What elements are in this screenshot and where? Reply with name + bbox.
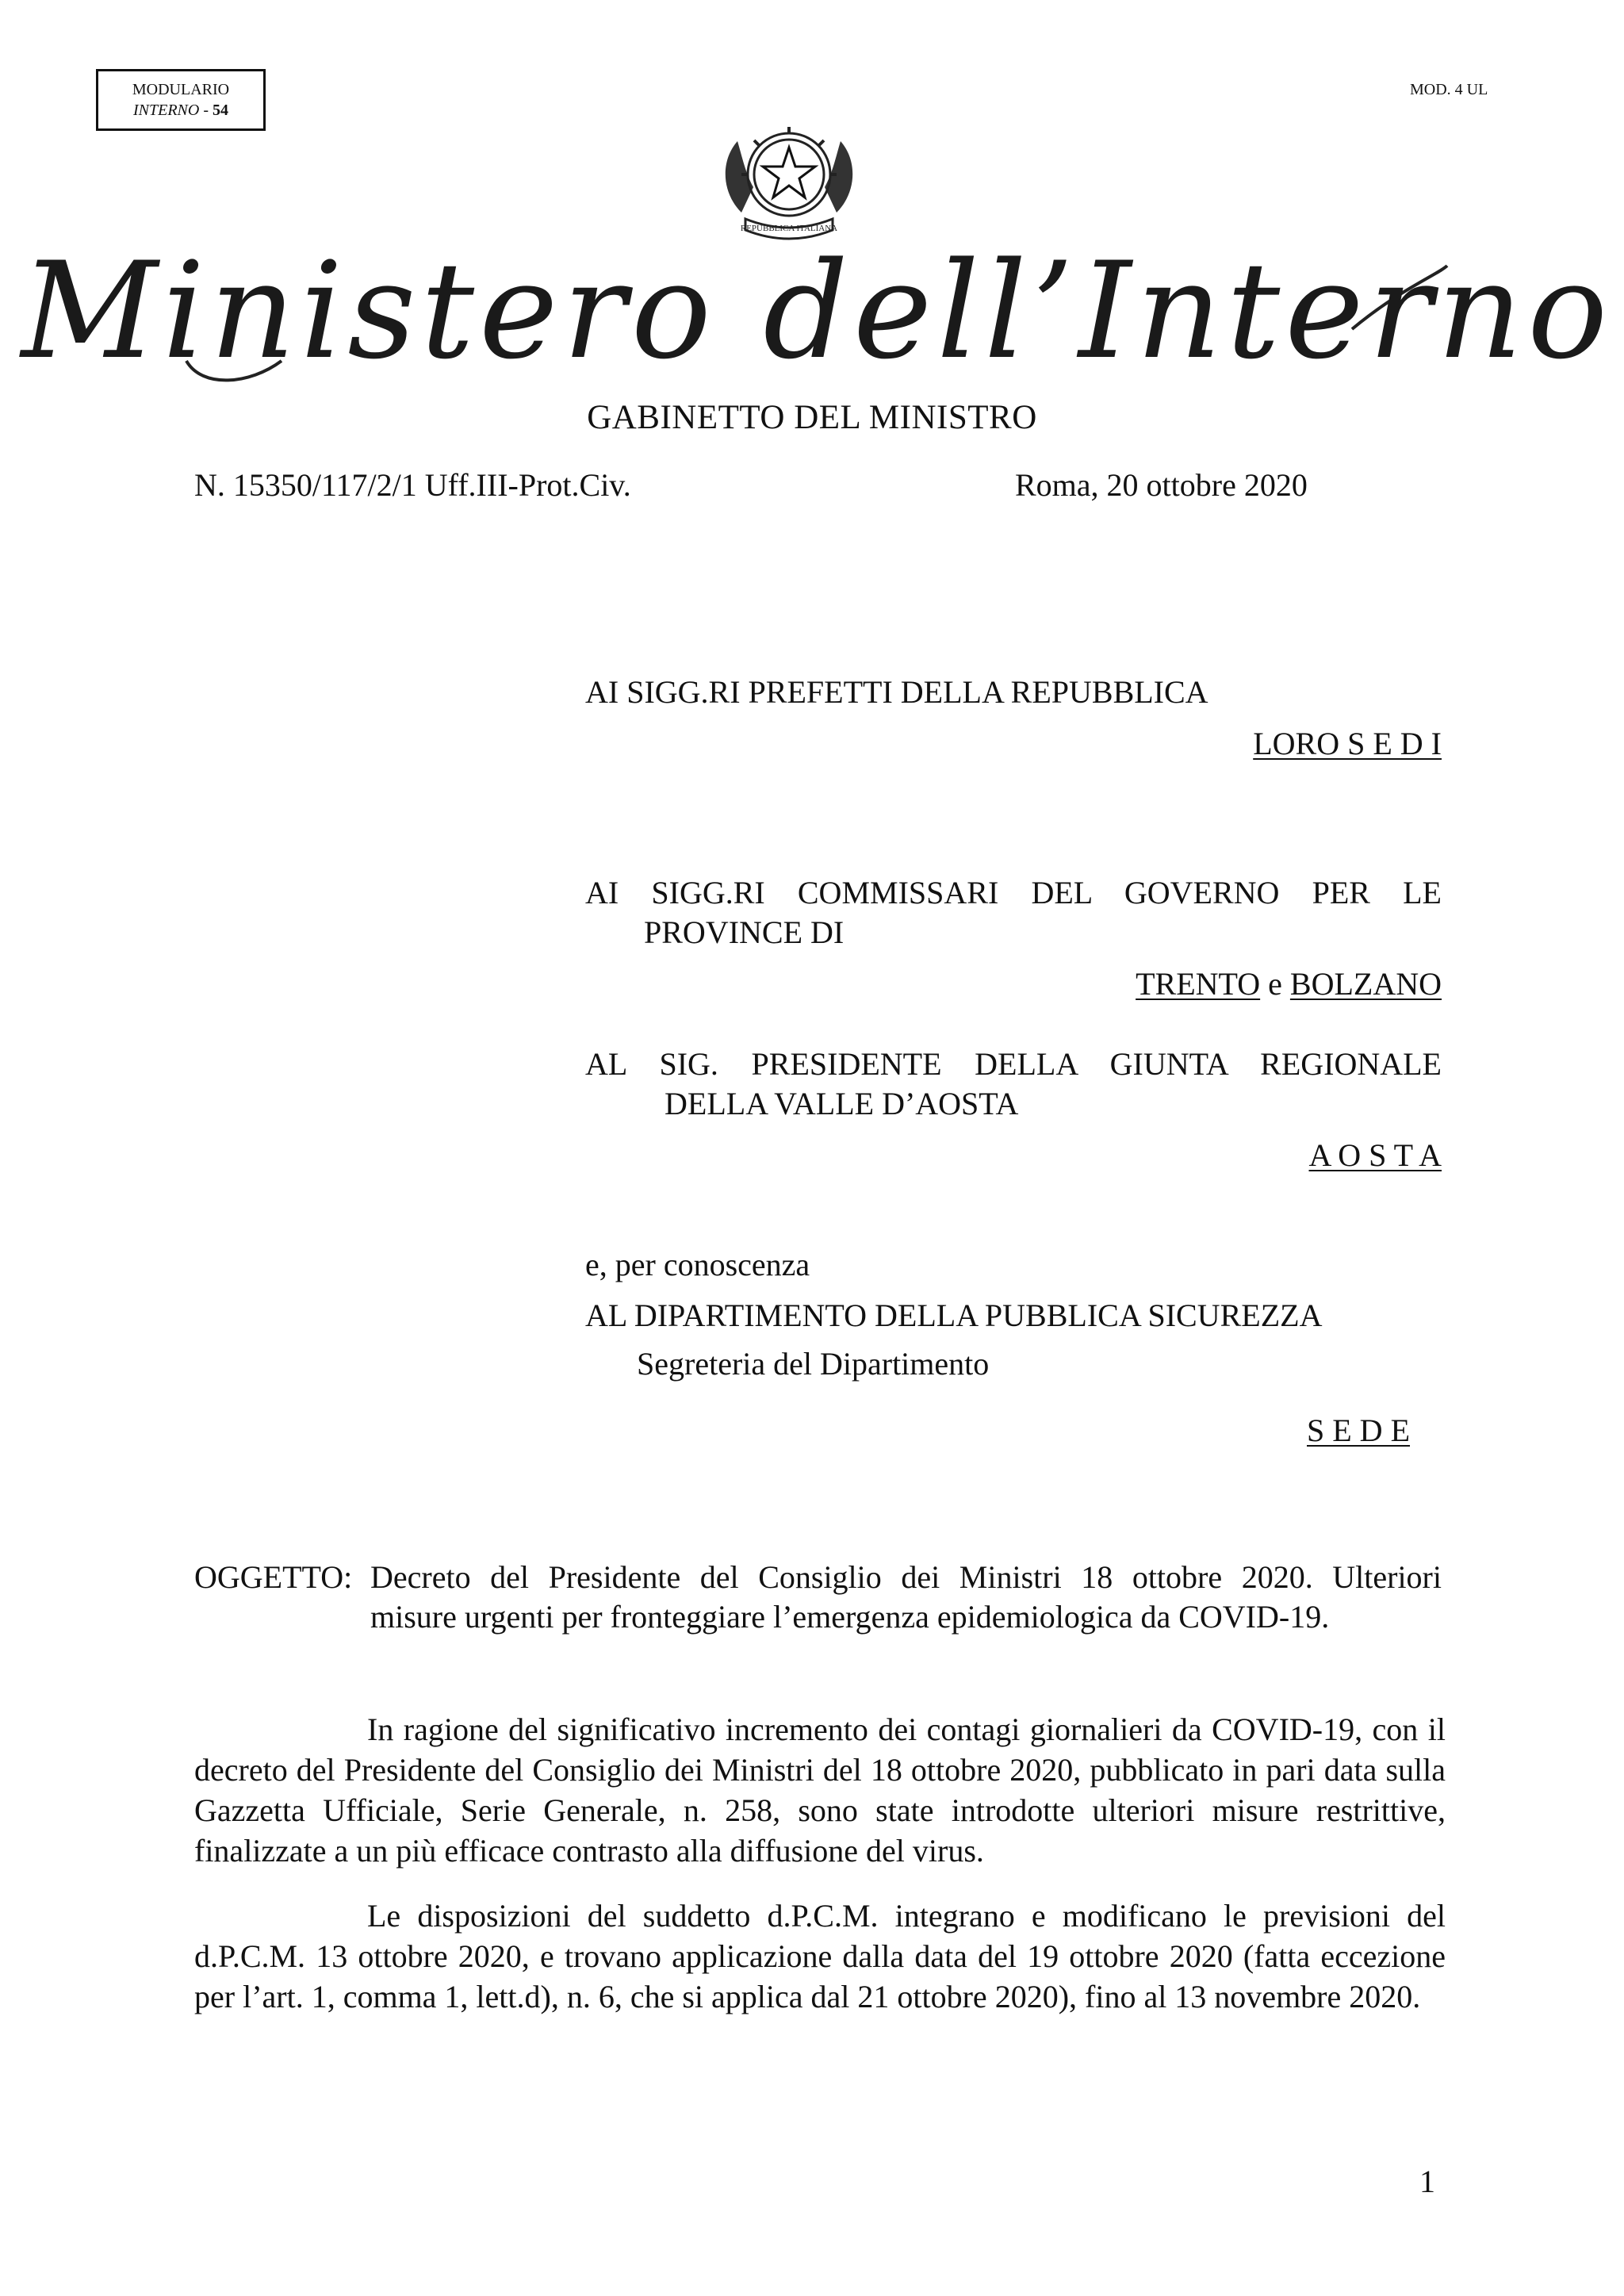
dest-bolzano: BOLZANO xyxy=(1289,966,1442,1002)
dest-sep: e xyxy=(1260,966,1290,1002)
recipient-commissari-line2: PROVINCE DI xyxy=(644,914,845,950)
body-paragraph-1 xyxy=(194,1709,1446,1871)
recipient-presidente-line2: DELLA VALLE D’AOSTA xyxy=(665,1086,1019,1121)
cc-intro: e, per conoscenza xyxy=(585,1247,810,1282)
recipient-dipartimento-line1: AL DIPARTIMENTO DELLA PUBBLICA SICUREZZA xyxy=(585,1297,1323,1333)
dest-trento: TRENTO xyxy=(1136,966,1261,1002)
body-paragraph-2-text: Le disposizioni del suddetto d.P.C.M. integrano e modificano le previsioni del d.P.C.M. 13 ottobre 2020, e trovano applicazione dalla data del 19 ottobre 2020 (fatta eccezione per l’art. 1, comma 1, lett.d), n. 6, che si applica dal 21 ottobre 2020), fino al 13 novembre 2020. xyxy=(194,1898,1446,2014)
form-box-bold: 54 xyxy=(213,102,228,119)
page-number: 1 xyxy=(1419,2164,1435,2199)
body-paragraph-1-text: In ragione del significativo incremento dei contagi giornalieri da COVID-19, con il decreto del Presidente del Consiglio dei Ministri del 18 ottobre 2020, pubblicato in pari data sulla Gazzetta Ufficiale, Serie Generale, n. 258, sono state introdotte ulteriori misure restrittive, finalizzate a un più efficace contrasto alla diffusione del virus. xyxy=(194,1711,1446,1869)
recipient-prefetti-dest: LORO S E D I xyxy=(1253,726,1442,761)
ministry-script-logo xyxy=(21,233,1613,401)
form-box-italic: INTERNO xyxy=(132,102,200,119)
form-code: MOD. 4 UL xyxy=(1410,81,1488,98)
emblem-ribbon-text: REPUBBLICA ITALIANA xyxy=(740,224,838,233)
form-box-sep: - xyxy=(199,102,213,119)
subject-line1: Decreto del Presidente del Consiglio dei Ministri 18 ottobre 2020. Ulteriori xyxy=(370,1559,1442,1595)
protocol-number: N. 15350/117/2/1 Uff.III-Prot.Civ. xyxy=(194,467,631,503)
recipient-dipartimento-dest: S E D E xyxy=(1307,1412,1410,1448)
recipient-dipartimento-line2: Segreteria del Dipartimento xyxy=(637,1346,990,1382)
recipient-presidente-dest: A O S T A xyxy=(1308,1137,1442,1173)
form-box-line2 xyxy=(98,100,263,121)
form-box-line1: MODULARIO xyxy=(132,81,230,98)
recipient-presidente-line1: AL SIG. PRESIDENTE DELLA GIUNTA REGIONALE xyxy=(585,1046,1442,1082)
office-title: GABINETTO DEL MINISTRO xyxy=(587,399,1037,436)
italian-republic-emblem-icon xyxy=(714,117,864,252)
recipient-prefetti: AI SIGG.RI PREFETTI DELLA REPUBBLICA xyxy=(585,674,1208,710)
place-date: Roma, 20 ottobre 2020 xyxy=(1015,467,1308,503)
ministry-name: Ministero dell’Interno xyxy=(21,233,1613,389)
form-code-box xyxy=(96,69,266,131)
subject-line2: misure urgenti per fronteggiare l’emergenza epidemiologica da COVID-19. xyxy=(370,1599,1330,1635)
recipient-commissari-dest xyxy=(1031,964,1442,1004)
subject-label: OGGETTO: xyxy=(194,1559,353,1595)
body-paragraph-2 xyxy=(194,1895,1446,2017)
recipient-commissari-line1: AI SIGG.RI COMMISSARI DEL GOVERNO PER LE xyxy=(585,875,1442,910)
